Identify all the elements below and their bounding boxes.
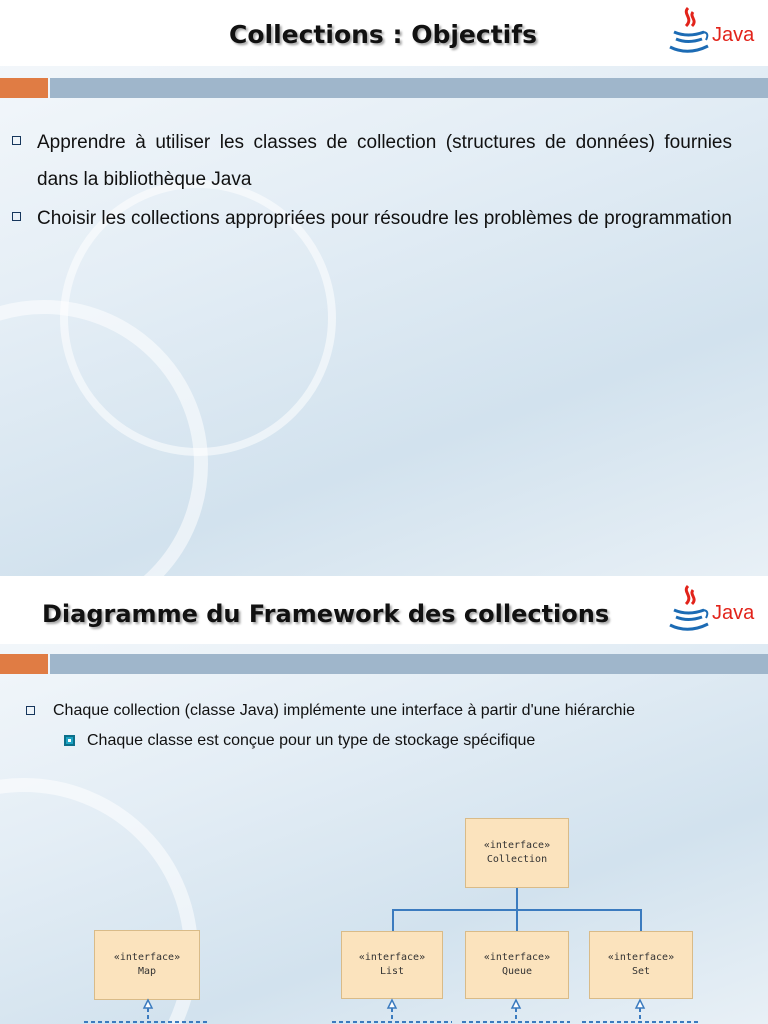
sub-bullet-text: Chaque classe est conçue pour un type de stockage spécifique xyxy=(87,732,536,749)
accent-bar-blue xyxy=(50,78,768,98)
uml-map-interface xyxy=(94,930,200,1000)
uml-class-name: Set xyxy=(631,966,651,977)
java-logo-text: Java xyxy=(712,602,755,624)
uml-class-name: Map xyxy=(137,966,157,977)
bullet-item xyxy=(12,200,732,237)
connector-line xyxy=(516,909,518,931)
realization-arrows xyxy=(0,998,768,1024)
uml-collection-interface xyxy=(465,818,569,888)
arrowhead-icon xyxy=(636,1000,644,1008)
bullet-text: Apprendre à utiliser les classes de collection (structures de données) fournies dans la bibliothèque Java xyxy=(37,132,732,190)
connector-line xyxy=(516,888,518,910)
uml-class-name: List xyxy=(379,966,405,977)
bullet-square-icon xyxy=(12,212,21,221)
uml-stereotype: «interface» xyxy=(607,952,675,963)
slide-diagramme xyxy=(0,578,768,1024)
connector-line xyxy=(392,909,394,931)
bullet-text: Choisir les collections appropriées pour résoudre les problèmes de programmation xyxy=(37,208,732,229)
java-logo-icon xyxy=(668,4,760,60)
sub-bullet-item xyxy=(64,730,764,752)
uml-stereotype: «interface» xyxy=(483,952,551,963)
connector-line xyxy=(640,909,642,931)
bullet-text: Chaque collection (classe Java) implémente une interface à partir d'une hiérarchie xyxy=(53,702,636,719)
arrowhead-icon xyxy=(512,1000,520,1008)
uml-class-name: Collection xyxy=(486,854,548,865)
arrowhead-icon xyxy=(144,1000,152,1008)
slide-title: Collections : Objectifs xyxy=(229,20,537,49)
uml-stereotype: «interface» xyxy=(113,952,181,963)
sub-bullet-square-icon xyxy=(64,735,75,746)
slide-header xyxy=(0,578,768,644)
accent-bar-orange xyxy=(0,654,48,674)
slide-header xyxy=(0,0,768,66)
uml-list-interface xyxy=(341,931,443,999)
uml-set-interface xyxy=(589,931,693,999)
bullet-item xyxy=(26,700,766,722)
uml-queue-interface xyxy=(465,931,569,999)
accent-bar-blue xyxy=(50,654,768,674)
uml-stereotype: «interface» xyxy=(358,952,426,963)
accent-bar-orange xyxy=(0,78,48,98)
arrowhead-icon xyxy=(388,1000,396,1008)
uml-class-name: Queue xyxy=(501,966,533,977)
bullet-square-icon xyxy=(12,136,21,145)
java-logo-text: Java xyxy=(712,24,755,46)
bullet-square-icon xyxy=(26,706,35,715)
uml-stereotype: «interface» xyxy=(483,840,551,851)
slide-title: Diagramme du Framework des collections xyxy=(42,600,610,628)
java-logo-icon xyxy=(668,582,760,638)
bullet-item xyxy=(12,124,732,198)
